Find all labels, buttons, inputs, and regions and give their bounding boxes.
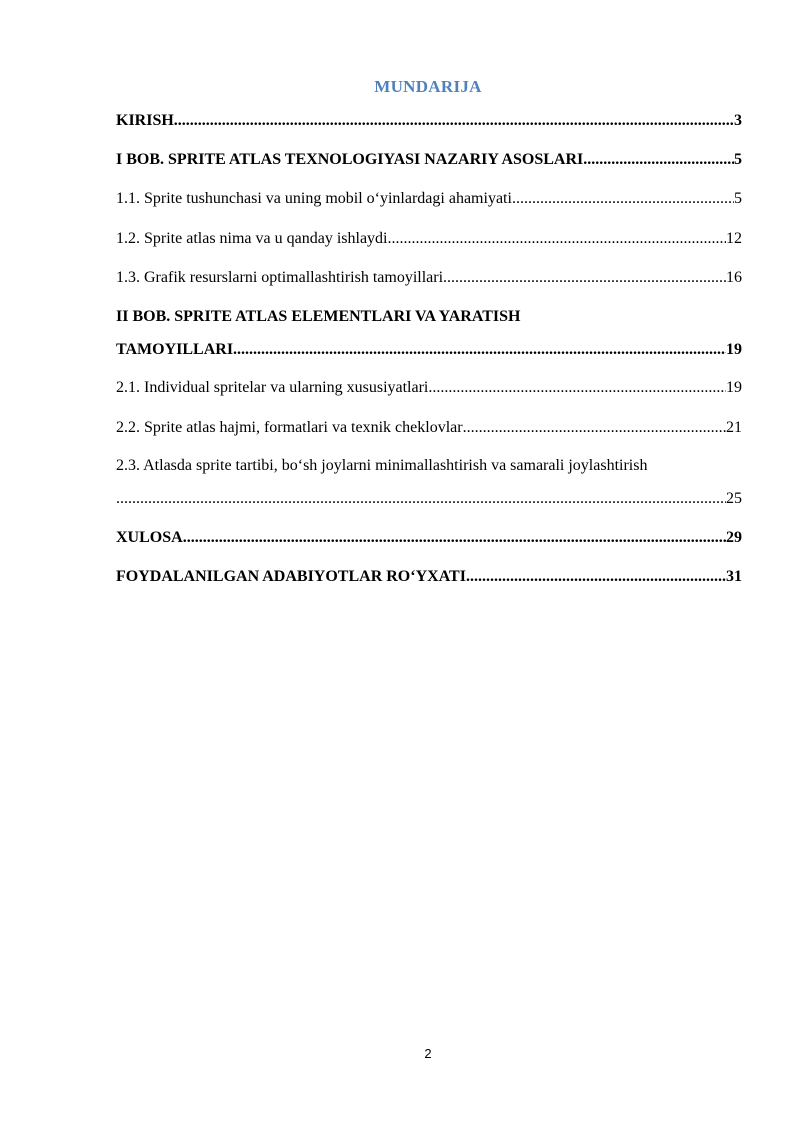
toc-dot-leader [174,111,734,131]
page-number: 2 [424,1046,432,1061]
toc-entry-section-1-3[interactable] [116,268,742,288]
toc-entry-kirish[interactable] [116,111,742,131]
toc-entry-section-2-3[interactable] [116,489,742,509]
toc-entry-label: FOYDALANILGAN ADABIYOTLAR RO‘YXATI [116,568,466,585]
toc-entry-page: 5 [734,151,742,168]
toc-dot-leader [443,268,726,288]
toc-entry-label: 1.2. Sprite atlas nima va u qanday ishlaydi [116,230,388,247]
toc-entry-page: 12 [726,230,742,247]
toc-entry-label: 1.1. Sprite tushunchasi va uning mobil o‘yinlardagi ahamiyati [116,190,512,207]
toc-entry-label: 2.2. Sprite atlas hajmi, formatlari va texnik cheklovlar [116,419,463,436]
toc-entry-label: TAMOYILLARI [116,341,234,358]
toc-entry-section-2-1[interactable] [116,378,742,398]
toc-entry-page: 25 [726,490,742,507]
toc-entry-chapter-2[interactable] [116,340,742,360]
toc-entry-label: 2.1. Individual spritelar va ularning xususiyatlari [116,379,429,396]
toc-entry-label: 1.3. Grafik resurslarni optimallashtirish tamoyillari [116,269,444,286]
toc-title: MUNDARIJA [374,77,482,96]
toc-dot-leader [583,150,734,170]
toc-entry-page: 3 [734,112,742,129]
toc-entry-references[interactable] [116,567,742,587]
toc-entry-label: XULOSA [116,529,183,546]
toc-entry-page: 19 [726,379,742,396]
toc-dot-leader [388,229,727,249]
toc-entry-page: 31 [726,568,742,585]
toc-dot-leader [428,378,726,398]
toc-entry-page: 29 [726,529,742,546]
toc-entry-label: I BOB. SPRITE ATLAS TEXNOLOGIYASI NAZARIY ASOSLARI [116,151,584,168]
toc-entry-chapter-2-line1[interactable]: II BOB. SPRITE ATLAS ELEMENTLARI VA YARATISH [116,308,521,325]
toc-entry-label: KIRISH [116,112,174,129]
toc-entry-chapter-1[interactable] [116,150,742,170]
toc-entry-page: 21 [726,419,742,436]
toc-entry-section-1-2[interactable] [116,229,742,249]
toc-entry-section-2-2[interactable] [116,418,742,438]
toc-dot-leader [116,489,726,509]
toc-dot-leader [183,528,726,548]
toc-dot-leader [233,340,726,360]
toc-entry-page: 16 [726,269,742,286]
toc-dot-leader [512,189,734,209]
toc-entry-section-1-1[interactable] [116,189,742,209]
toc-entry-page: 5 [734,190,742,207]
toc-dot-leader [466,567,726,587]
toc-entry-section-2-3-line1[interactable]: 2.3. Atlasda sprite tartibi, bo‘sh joylarni minimallashtirish va samarali joylashtirish [116,457,648,474]
toc-entry-page: 19 [726,341,742,358]
toc-entry-xulosa[interactable] [116,528,742,548]
toc-dot-leader [463,418,726,438]
